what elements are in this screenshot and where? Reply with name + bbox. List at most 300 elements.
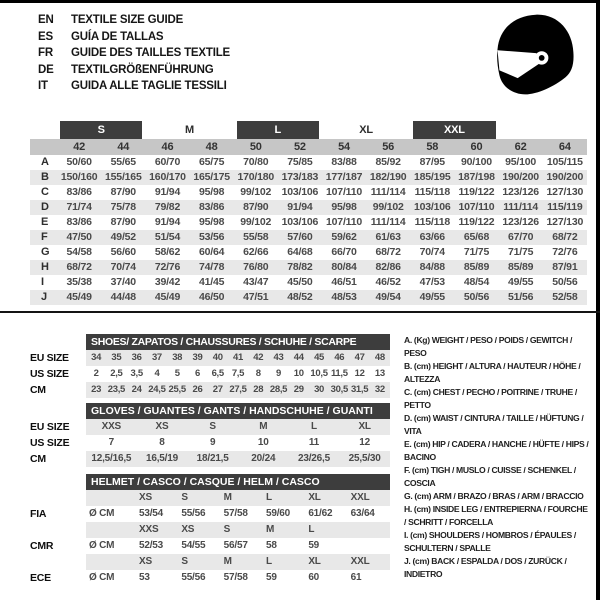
helmet-sizes-row-ece <box>30 554 390 570</box>
helmet-size-cell: L <box>263 490 305 506</box>
measurement-cell: 49/52 <box>101 230 145 245</box>
measurement-cell: 103/106 <box>281 186 319 198</box>
shoes-cell: 30,5 <box>329 382 349 398</box>
measurement-cell: 68/72 <box>57 260 101 275</box>
helmet-sizes-row-fia <box>30 490 390 506</box>
helmet-value-cell: 55/56 <box>181 572 206 583</box>
shoes-row <box>30 382 390 398</box>
shoes-cell: 8 <box>255 368 261 379</box>
gloves-cell: 12 <box>359 437 370 448</box>
measurement-cell: 62/66 <box>243 246 269 258</box>
size-group-empty <box>30 121 57 139</box>
measurement-cell: 67/70 <box>499 230 543 245</box>
shoes-cell: 2,5 <box>110 368 123 379</box>
shoes-cell: 29 <box>289 382 309 398</box>
measurement-cell: 85/92 <box>375 156 401 168</box>
numeric-size-header-row <box>30 139 587 155</box>
shoes-header-spacer <box>30 334 86 350</box>
helmet-value-cell: 53 <box>139 572 150 583</box>
helmet-size-spacer <box>86 490 136 506</box>
measurement-cell: 87/95 <box>419 156 445 168</box>
measurement-cell: 83/86 <box>66 216 92 228</box>
measurement-cell: 60/70 <box>154 156 181 168</box>
language-row <box>38 78 230 95</box>
size-header-cell: 42 <box>57 139 101 155</box>
measurement-cell: 54/58 <box>66 246 92 258</box>
shoes-cell: 38 <box>167 350 187 366</box>
measurement-cell: 50/56 <box>552 276 578 288</box>
measurement-cell: 127/130 <box>546 216 584 228</box>
shoes-cell: 48 <box>370 350 390 366</box>
row-letter: B <box>30 170 57 185</box>
legend-entry: I. (cm) SHOULDERS / HOMBROS / ÉPAULES / SCHULTERN / SPALLE <box>404 530 576 553</box>
measurement-cell: 127/130 <box>546 186 584 198</box>
helmet-title: HELMET / CASCO / CASQUE / HELM / CASCO <box>86 474 390 490</box>
shoes-cell: 32 <box>370 382 390 398</box>
measurement-cell: 123/126 <box>502 216 539 228</box>
measurement-cell: 68/72 <box>375 246 401 258</box>
helmet-size-table <box>30 474 390 586</box>
measurement-row-d <box>30 200 587 215</box>
measurement-cell: 182/190 <box>366 170 410 185</box>
row-label-spacer <box>30 554 86 570</box>
measurement-row-j <box>30 290 587 305</box>
gloves-cell: 10 <box>257 437 269 448</box>
measurement-cell: 83/86 <box>190 200 234 215</box>
measurement-cell: 187/198 <box>454 170 498 185</box>
measurement-cell: 87/90 <box>110 186 136 198</box>
measurement-cell: 47/50 <box>57 230 101 245</box>
size-header-cell: 58 <box>410 139 454 155</box>
measurement-cell: 51/56 <box>499 290 543 305</box>
shoes-cell: 26 <box>187 382 207 398</box>
measurement-cell: 111/114 <box>370 216 406 228</box>
helmet-header-row <box>30 474 390 490</box>
shoes-size-table <box>30 334 390 398</box>
measurement-cell: 87/90 <box>110 216 136 228</box>
measurement-cell: 48/53 <box>322 290 366 305</box>
helmet-value-cell: 59 <box>308 540 320 551</box>
shoes-cell: 40 <box>208 350 228 366</box>
standard-label: FIA <box>30 508 47 520</box>
measurement-cell: 44/48 <box>101 290 145 305</box>
language-code: EN <box>38 14 54 26</box>
unit-label: Ø CM <box>89 540 115 551</box>
helmet-size-cell: M <box>221 554 263 570</box>
helmet-value-cell: 61 <box>350 572 362 583</box>
measurement-cell: 82/86 <box>366 260 410 275</box>
helmet-value-cell: 54/55 <box>181 540 206 551</box>
helmet-size-cell: XXS <box>136 522 178 538</box>
measurement-cell: 65/68 <box>454 230 498 245</box>
size-group-m: M <box>185 124 195 136</box>
gloves-header-row <box>30 403 390 419</box>
shoes-cell: 9 <box>276 368 282 379</box>
standard-label: CMR <box>30 540 54 552</box>
helmet-value-cell: 59/60 <box>265 508 291 519</box>
legend-entry: J. (cm) BACK / ESPALDA / DOS / ZURÜCK / INDIETRO <box>404 556 567 579</box>
shoes-cell: 36 <box>127 350 147 366</box>
racing-helmet-icon <box>486 8 582 104</box>
helmet-size-spacer <box>86 554 136 570</box>
helmet-size-cell: XL <box>305 554 347 570</box>
shoes-title: SHOES/ ZAPATOS / CHAUSSURES / SCHUHE / SCARPE <box>86 334 390 350</box>
size-header-corner <box>30 139 57 155</box>
helmet-sizes-row-cmr <box>30 522 390 538</box>
shoes-cell: 10,5 <box>310 368 328 379</box>
gloves-row <box>30 435 390 451</box>
gloves-cell: 8 <box>159 437 165 448</box>
gloves-title: GLOVES / GUANTES / GANTS / HANDSCHUHE / GUANTI <box>86 403 390 419</box>
language-row <box>38 62 230 79</box>
shoes-cell: 25,5 <box>167 382 187 398</box>
measurement-cell: 72/76 <box>552 246 578 258</box>
size-header-cell: 46 <box>145 139 189 155</box>
measurement-cell: 190/200 <box>499 170 543 185</box>
bottom-section <box>30 334 590 586</box>
shoes-cell: 24 <box>127 382 147 398</box>
measurement-row-b <box>30 170 587 185</box>
row-letter: A <box>41 156 49 168</box>
right-border <box>596 0 600 600</box>
gloves-header-spacer <box>30 403 86 419</box>
shoes-cell: 28 <box>248 382 268 398</box>
measurement-cell: 46/52 <box>375 276 401 288</box>
shoes-cell: 42 <box>248 350 268 366</box>
measurement-cell: 107/110 <box>326 216 363 228</box>
row-letter: H <box>30 260 57 275</box>
helmet-size-cell: M <box>263 522 305 538</box>
measurement-cell: 37/40 <box>110 276 136 288</box>
shoes-cell: 10 <box>293 368 304 379</box>
language-code: ES <box>38 30 53 43</box>
shoes-cell: 27,5 <box>228 382 248 398</box>
language-title-list <box>38 12 230 95</box>
measurement-cell: 45/49 <box>57 290 101 305</box>
measurement-row-c <box>30 185 587 200</box>
measurement-cell: 160/170 <box>145 170 189 185</box>
gloves-cell: L <box>289 419 340 435</box>
racing-helmet-icon-svg <box>486 8 582 104</box>
measurement-cell: 115/118 <box>414 186 450 198</box>
unit-label: Ø CM <box>89 508 115 519</box>
language-title: TEXTILGRÖßENFÜHRUNG <box>71 63 214 76</box>
size-group-empty <box>499 121 543 139</box>
measurement-cell: 48/52 <box>278 290 322 305</box>
measurement-cell: 70/80 <box>243 156 269 168</box>
section-divider <box>0 311 600 313</box>
measurement-cell: 49/55 <box>507 276 534 288</box>
shoes-cell: 44 <box>289 350 309 366</box>
shoes-cell: 46 <box>329 350 349 366</box>
shoes-cell: 6 <box>194 368 200 379</box>
measurement-cell: 46/50 <box>190 290 234 305</box>
helmet-size-cell: XXL <box>348 554 390 570</box>
measurement-cell: 95/98 <box>198 186 225 198</box>
gloves-cell: 7 <box>108 437 115 448</box>
row-letter: E <box>41 216 49 228</box>
shoes-cell: 30 <box>309 382 329 398</box>
gloves-cell: XS <box>137 419 188 435</box>
helmet-value-cell: 63/64 <box>350 508 375 519</box>
shoes-header-row <box>30 334 390 350</box>
measurement-cell: 170/180 <box>234 170 278 185</box>
measurement-cell: 95/98 <box>322 200 366 215</box>
measurement-cell: 107/110 <box>326 186 363 198</box>
measurement-cell: 95/98 <box>198 216 225 228</box>
measurement-cell: 66/70 <box>331 246 357 258</box>
gloves-cell: 23/26,5 <box>289 451 340 467</box>
gloves-cell: 12,5/16,5 <box>86 451 137 467</box>
legend-entry: H. (cm) INSIDE LEG / ENTREPIERNA / FOURCHE / SCHRITT / FORCELLA <box>404 504 588 527</box>
shoes-cell: 35 <box>106 350 126 366</box>
measurement-cell: 71/75 <box>463 246 490 258</box>
measurement-cell: 119/122 <box>458 216 495 228</box>
size-header-cell: 48 <box>190 139 234 155</box>
gloves-cell: M <box>238 419 289 435</box>
measurement-cell: 99/102 <box>240 186 272 198</box>
helmet-size-cell: XS <box>136 554 178 570</box>
row-letter: F <box>30 230 57 245</box>
legend-entry: F. (cm) TIGH / MUSLO / CUISSE / SCHENKEL / COSCIA <box>404 465 576 488</box>
measurement-cell: 123/126 <box>502 186 539 198</box>
helmet-size-cell: M <box>221 490 263 506</box>
helmet-value-cell: 52/53 <box>139 540 164 551</box>
language-title: GUIDE DES TAILLES TEXTILE <box>71 47 230 59</box>
measurement-cell: 47/53 <box>419 276 445 288</box>
shoes-cell: 23 <box>86 382 106 398</box>
size-header-cell: 62 <box>499 139 543 155</box>
measurement-cell: 85/89 <box>499 260 543 275</box>
top-border <box>0 0 600 3</box>
helmet-size-cell: S <box>221 522 263 538</box>
measurement-row-h <box>30 260 587 275</box>
size-header-cell: 52 <box>278 139 322 155</box>
helmet-size-cell: L <box>263 554 305 570</box>
measurement-cell: 177/187 <box>322 170 366 185</box>
size-header-cell: 60 <box>454 139 498 155</box>
row-letter: J <box>30 290 57 305</box>
shoes-cell: 39 <box>187 350 207 366</box>
size-header-cell: 54 <box>322 139 366 155</box>
measurement-cell: 79/82 <box>145 200 189 215</box>
size-group-header-row <box>30 121 587 139</box>
helmet-size-cell <box>348 522 390 538</box>
measurement-cell: 150/160 <box>57 170 101 185</box>
measurement-cell: 111/114 <box>370 186 406 198</box>
measurement-cell: 68/72 <box>543 230 587 245</box>
measurement-cell: 99/102 <box>366 200 410 215</box>
measurement-cell: 91/94 <box>154 186 181 198</box>
row-label: CM <box>30 384 46 396</box>
legend-entry: E. (cm) HIP / CADERA / HANCHE / HÜFTE / HIPS / BACINO <box>404 439 589 462</box>
measurement-cell: 45/50 <box>287 276 313 288</box>
helmet-size-cell: XS <box>136 490 178 506</box>
helmet-size-cell: S <box>178 554 220 570</box>
helmet-size-spacer <box>86 522 136 538</box>
shoes-cell: 31,5 <box>349 382 369 398</box>
shoes-cell: 13 <box>374 368 385 379</box>
measurement-cell: 64/68 <box>287 246 313 258</box>
language-row <box>38 12 230 29</box>
size-group-xxl: XXL <box>410 121 498 139</box>
shoes-cell: 3,5 <box>130 368 143 379</box>
shoes-cell: 27 <box>208 382 228 398</box>
language-title: GUIDA ALLE TAGLIE TESSILI <box>71 80 227 92</box>
measurement-cell: 71/75 <box>507 246 534 258</box>
measurement-cell: 52/58 <box>543 290 587 305</box>
gloves-cell: 25,5/30 <box>339 451 390 467</box>
row-letter: I <box>41 276 44 288</box>
measurement-row-g <box>30 245 587 260</box>
measurement-cell: 119/122 <box>458 186 495 198</box>
measurement-cell: 72/76 <box>145 260 189 275</box>
helmet-size-cell: S <box>178 490 220 506</box>
shoes-cell: 28,5 <box>268 382 288 398</box>
shoes-cell: 34 <box>86 350 106 366</box>
helmet-value-cell: 60 <box>308 572 320 583</box>
size-header-cell: 44 <box>101 139 145 155</box>
measurement-cell: 99/102 <box>240 216 272 228</box>
measurement-cell: 95/100 <box>505 156 537 168</box>
shoes-cell: 23,5 <box>106 382 126 398</box>
gloves-row <box>30 451 390 467</box>
measurement-cell: 50/60 <box>66 156 92 168</box>
helmet-values-row-cmr <box>30 538 390 554</box>
measurement-cell: 41/45 <box>198 276 225 288</box>
size-header-cell: 50 <box>234 139 278 155</box>
legend-entry: B. (cm) HEIGHT / ALTURA / HAUTEUR / HÖHE / ALTEZZA <box>404 361 581 384</box>
standard-label: ECE <box>30 572 51 584</box>
measurement-cell: 65/75 <box>198 156 225 168</box>
measurement-cell: 84/88 <box>410 260 454 275</box>
size-header-cell: 64 <box>543 139 587 155</box>
legend-entry: G. (cm) ARM / BRAZO / BRAS / ARM / BRACCIO <box>404 491 584 501</box>
measurement-cell: 75/85 <box>287 156 313 168</box>
measurement-cell: 115/118 <box>414 216 450 228</box>
measurement-cell: 71/74 <box>57 200 101 215</box>
measurement-cell: 39/42 <box>154 276 181 288</box>
helmet-value-cell: 61/62 <box>308 508 333 519</box>
measurement-cell: 55/58 <box>234 230 278 245</box>
helmet-value-cell: 53/54 <box>139 508 164 519</box>
measurement-cell: 111/114 <box>499 200 543 215</box>
unit-label: Ø CM <box>89 572 115 583</box>
row-label-spacer <box>30 522 86 538</box>
measurement-cell: 63/66 <box>410 230 454 245</box>
measurement-cell: 70/74 <box>419 246 445 258</box>
measurement-row-i <box>30 275 587 290</box>
row-label: US SIZE <box>30 437 70 449</box>
shoes-cell: 37 <box>147 350 167 366</box>
helmet-size-cell: L <box>305 522 347 538</box>
shoes-cell: 45 <box>309 350 329 366</box>
size-group-s: S <box>57 121 145 139</box>
shoes-cell: 6,5 <box>211 368 224 379</box>
shoes-cell: 47 <box>349 350 369 366</box>
measurement-cell: 70/74 <box>101 260 145 275</box>
size-header-cell: 56 <box>366 139 410 155</box>
language-code: FR <box>38 47 53 59</box>
language-code: DE <box>38 63 54 76</box>
measurement-cell: 57/60 <box>278 230 322 245</box>
helmet-value-cell: 57/58 <box>223 508 248 519</box>
measurement-cell: 46/51 <box>331 276 357 288</box>
measurement-legend <box>396 334 590 586</box>
legend-entry: A. (Kg) WEIGHT / PESO / POIDS / GEWITCH / PESO <box>404 335 573 358</box>
measurement-cell: 51/54 <box>145 230 189 245</box>
shoes-row <box>30 366 390 382</box>
measurement-cell: 75/78 <box>101 200 145 215</box>
measurement-cell: 165/175 <box>190 170 234 185</box>
size-group-l: L <box>234 121 322 139</box>
measurement-cell: 49/55 <box>410 290 454 305</box>
measurement-cell: 83/86 <box>66 186 92 198</box>
helmet-value-cell: 59 <box>265 572 277 583</box>
shoes-cell: 5 <box>174 368 180 379</box>
helmet-header-spacer <box>30 474 86 490</box>
measurement-cell: 35/38 <box>66 276 92 288</box>
helmet-value-cell: 58 <box>265 540 277 551</box>
gloves-cell: 16,5/19 <box>137 451 188 467</box>
helmet-size-cell: XL <box>305 490 347 506</box>
textile-size-table <box>30 121 587 305</box>
measurement-cell: 115/119 <box>543 200 587 215</box>
measurement-cell: 185/195 <box>410 170 454 185</box>
row-letter: D <box>30 200 57 215</box>
measurement-cell: 103/106 <box>281 216 319 228</box>
measurement-cell: 74/78 <box>190 260 234 275</box>
shoes-cell: 43 <box>268 350 288 366</box>
measurement-row-e <box>30 215 587 230</box>
shoes-cell: 41 <box>228 350 248 366</box>
gloves-cell: 11 <box>308 437 320 448</box>
shoes-cell: 4 <box>154 368 160 379</box>
shoes-cell: 24,5 <box>147 382 167 398</box>
measurement-cell: 59/62 <box>322 230 366 245</box>
gloves-row <box>30 419 390 435</box>
measurement-cell: 45/49 <box>145 290 189 305</box>
gloves-cell: 9 <box>209 437 216 448</box>
measurement-cell: 53/56 <box>190 230 234 245</box>
measurement-cell: 50/56 <box>454 290 498 305</box>
measurement-cell: 43/47 <box>243 276 269 288</box>
measurement-cell: 190/200 <box>543 170 587 185</box>
measurement-cell: 87/90 <box>234 200 278 215</box>
legend-entry: D. (cm) WAIST / CINTURA / TAILLE / HÜFTUNG / VITA <box>404 413 584 436</box>
helmet-value-cell: 55/56 <box>181 508 206 519</box>
measurement-cell: 60/64 <box>198 246 225 258</box>
measurement-row-a <box>30 155 587 170</box>
language-title: GUÍA DE TALLAS <box>71 30 164 43</box>
measurement-cell: 85/89 <box>454 260 498 275</box>
measurement-cell: 91/94 <box>154 216 181 228</box>
accessory-tables-column <box>30 334 396 586</box>
measurement-cell: 61/63 <box>366 230 410 245</box>
measurement-cell: 80/84 <box>322 260 366 275</box>
measurement-cell: 55/65 <box>110 156 136 168</box>
row-label: CM <box>30 453 46 465</box>
gloves-size-table <box>30 403 390 467</box>
measurement-cell: 58/62 <box>154 246 181 258</box>
row-label: EU SIZE <box>30 352 69 364</box>
language-row <box>38 45 230 62</box>
gloves-cell: 18/21,5 <box>187 451 238 467</box>
size-group-xl: XL <box>359 124 373 136</box>
helmet-size-cell: XXL <box>348 490 390 506</box>
row-label-spacer <box>30 490 86 506</box>
measurement-cell: 107/110 <box>454 200 498 215</box>
